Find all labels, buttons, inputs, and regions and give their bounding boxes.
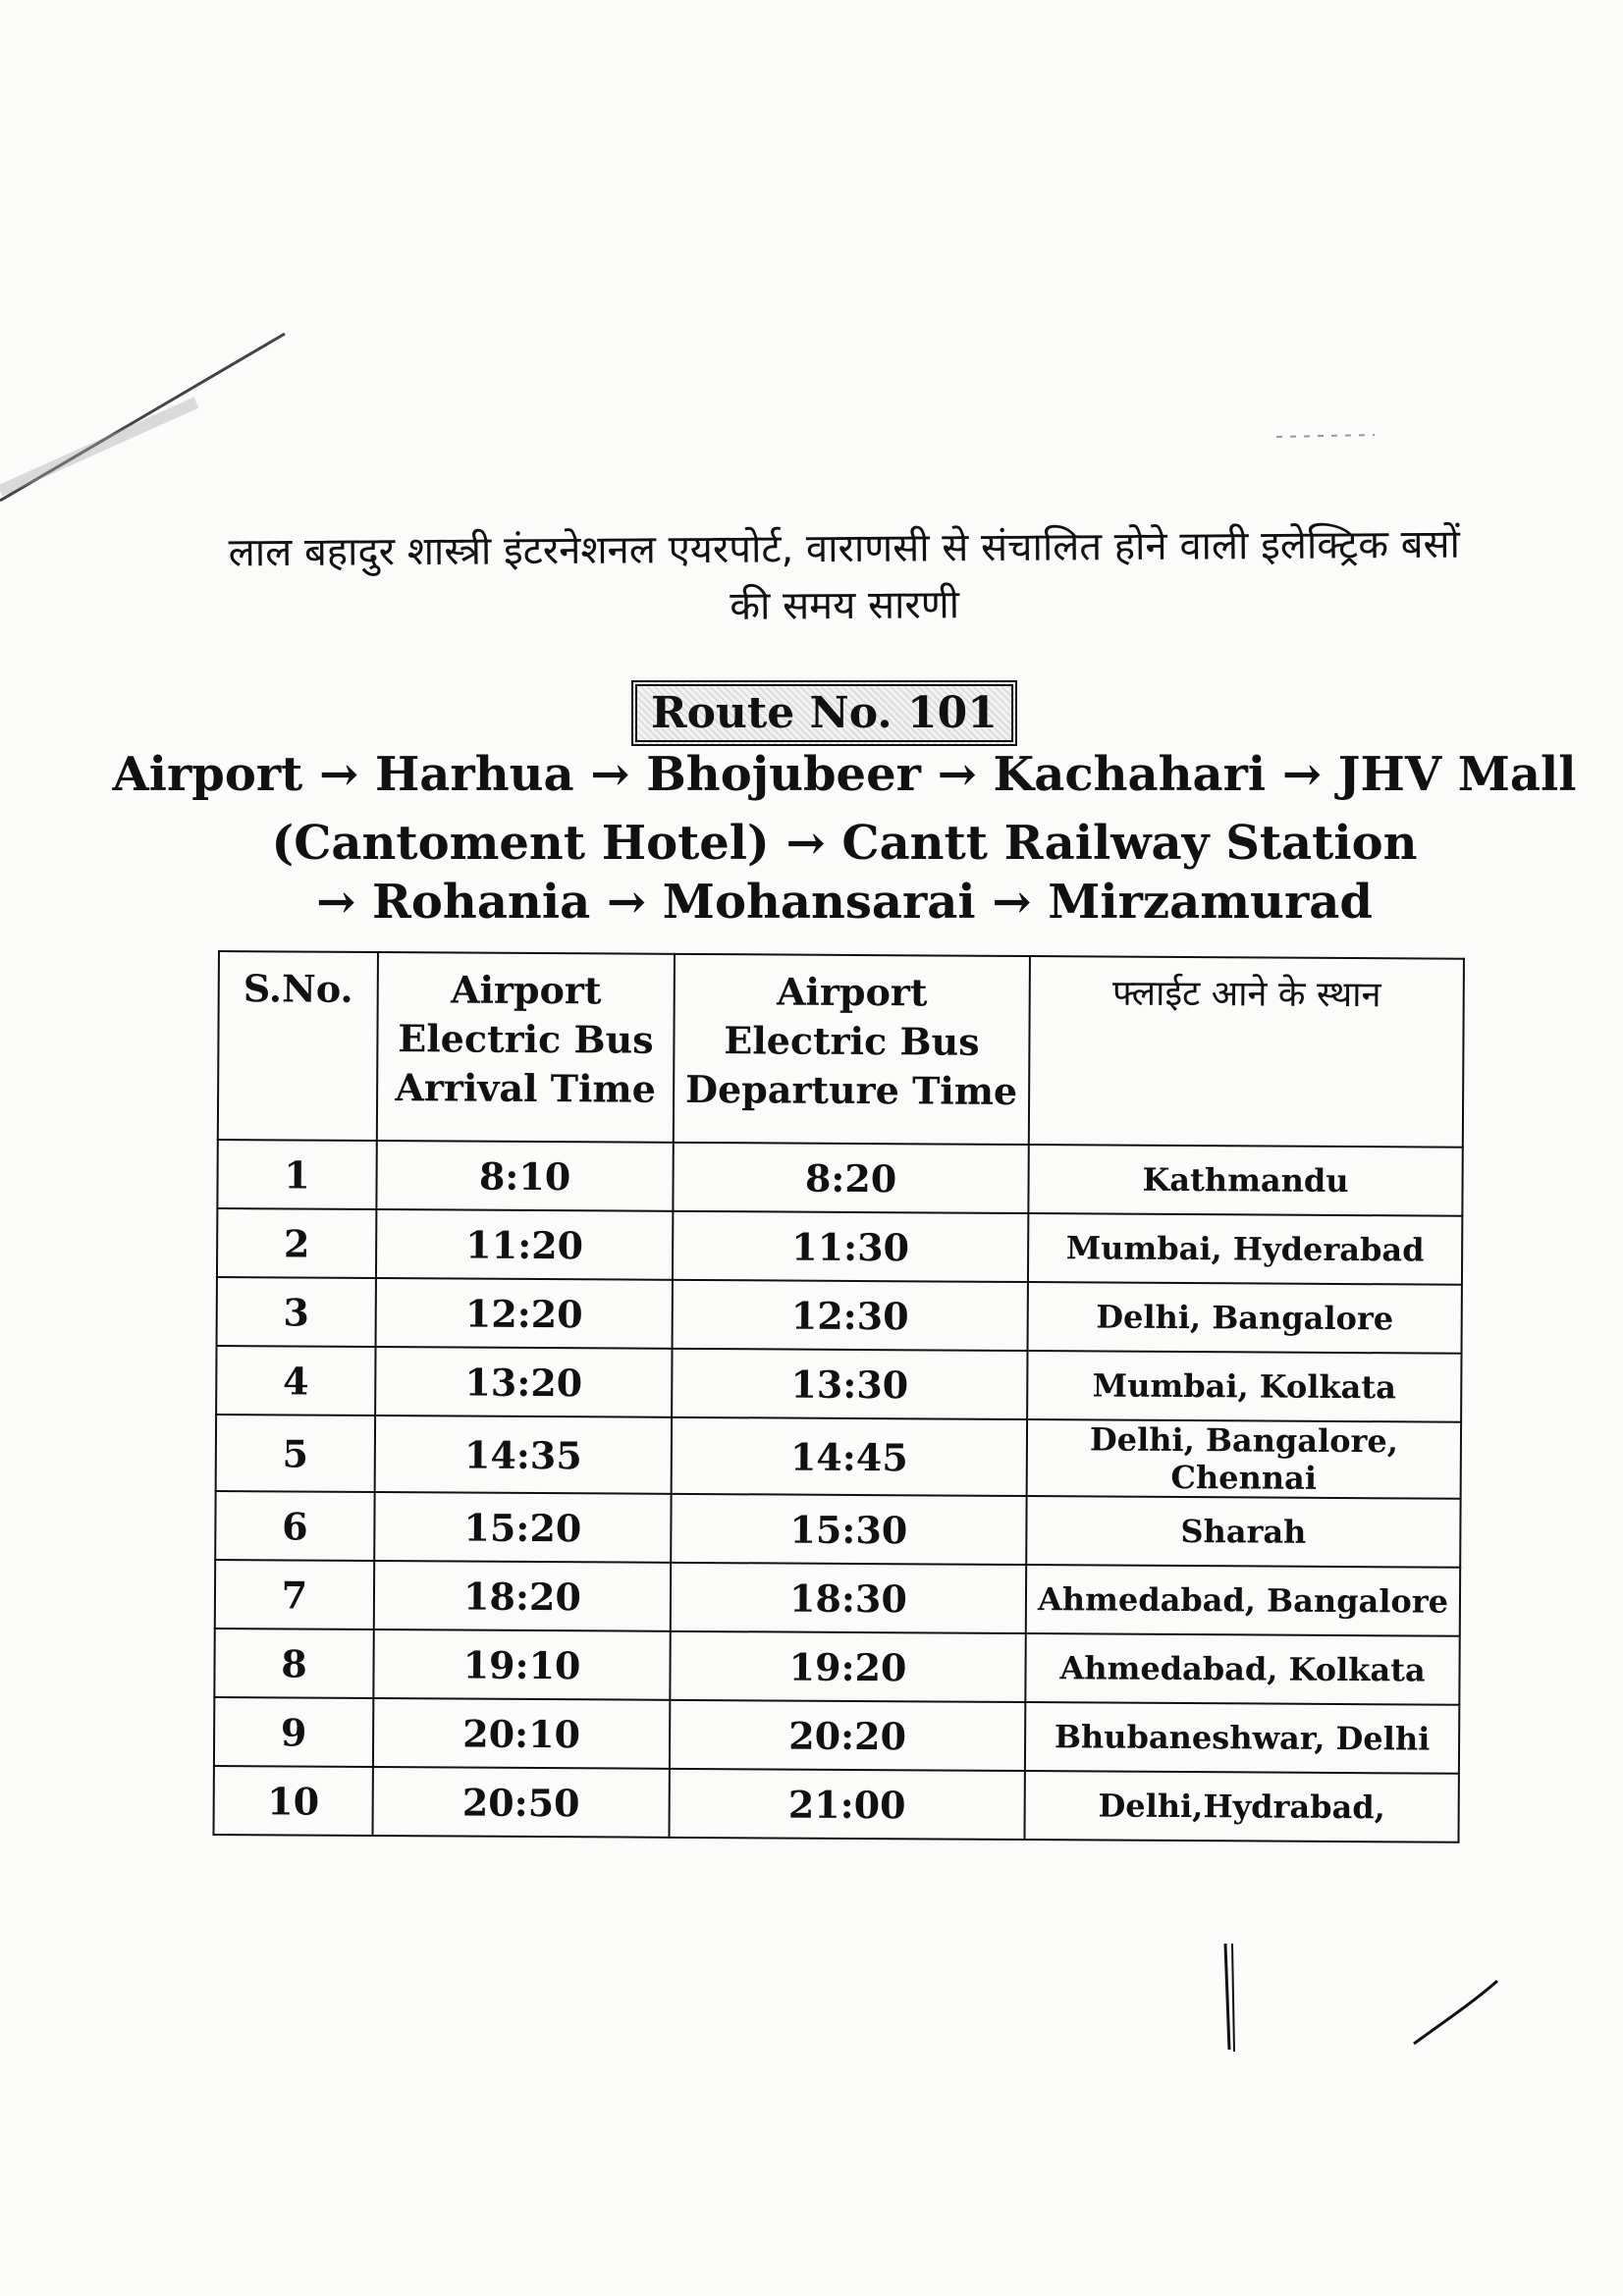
schedule-table bbox=[212, 950, 1464, 1843]
header-departure: Airport Electric Bus Departure Time bbox=[674, 954, 1030, 1145]
schedule-table-wrap bbox=[212, 950, 1464, 1843]
table-row: 6 15:20 15:30 Sharah bbox=[215, 1491, 1460, 1568]
route-path-line-2: (Cantoment Hotel) → Cantt Railway Station bbox=[271, 816, 1418, 871]
scan-edge-mark bbox=[0, 324, 295, 520]
table-body bbox=[213, 1140, 1462, 1842]
handwritten-signature bbox=[1178, 1924, 1512, 2061]
table-row: 7 18:20 18:30 Ahmedabad, Bangalore bbox=[215, 1560, 1460, 1636]
table-row: 8 19:10 19:20 Ahmedabad, Kolkata bbox=[214, 1629, 1459, 1705]
route-path-line-1: Airport → Harhua → Bhojubeer → Kachahari → JHV Mall bbox=[112, 747, 1577, 802]
header-arrival: Airport Electric Bus Arrival Time bbox=[377, 952, 675, 1143]
document-title bbox=[79, 515, 1611, 640]
table-row: 10 20:50 21:00 Delhi,Hydrabad, bbox=[213, 1766, 1458, 1842]
table-row: 1 8:10 8:20 Kathmandu bbox=[217, 1140, 1462, 1216]
title-line-1: लाल बहादुर शास्त्री इंटरनेशनल एयरपोर्ट, वाराणसी से संचालित होने वाली इलेक्ट्रिक बसों bbox=[228, 521, 1461, 576]
route-path-line-3: → Rohania → Mohansarai → Mirzamurad bbox=[316, 875, 1373, 930]
table-header-row bbox=[218, 951, 1464, 1148]
table-row: 9 20:10 20:20 Bhubaneshwar, Delhi bbox=[214, 1697, 1459, 1774]
table-row: 5 14:35 14:45 Delhi, Bangalore, Chennai bbox=[216, 1415, 1461, 1499]
pen-dash-mark bbox=[1276, 432, 1375, 442]
table-row: 2 11:20 11:30 Mumbai, Hyderabad bbox=[217, 1208, 1462, 1285]
header-flight-place: फ्लाईट आने के स्थान bbox=[1029, 956, 1464, 1148]
route-number-box: Route No. 101 bbox=[631, 680, 1017, 746]
table-row: 3 12:20 12:30 Delhi, Bangalore bbox=[217, 1277, 1462, 1354]
header-sno: S.No. bbox=[218, 951, 378, 1141]
table-row: 4 13:20 13:30 Mumbai, Kolkata bbox=[216, 1346, 1461, 1422]
title-line-2: की समय सारणी bbox=[730, 582, 960, 629]
